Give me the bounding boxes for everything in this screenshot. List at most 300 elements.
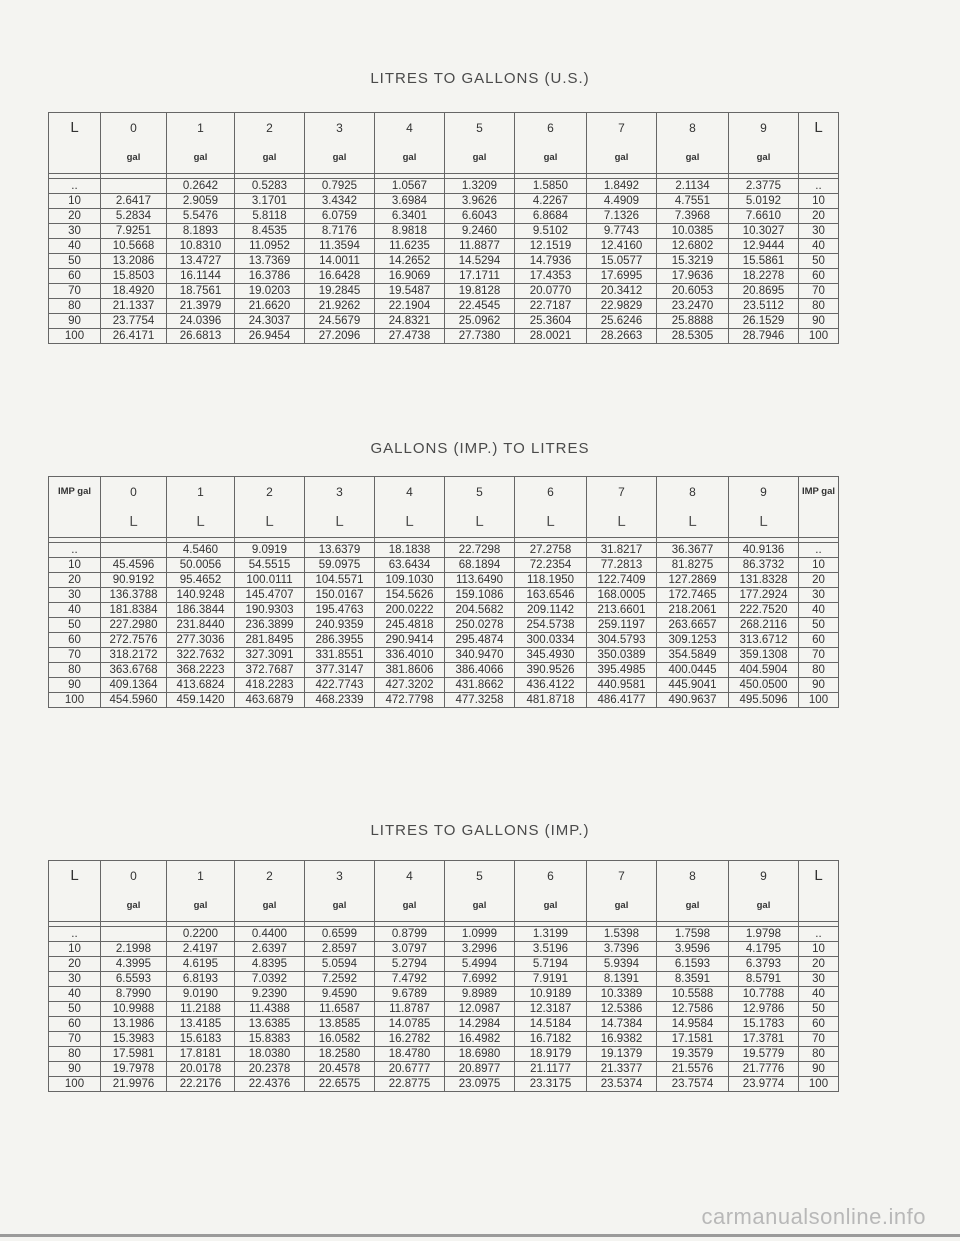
value-cell: 23.9774	[729, 1077, 799, 1092]
table-row	[49, 194, 839, 209]
value-cell: 195.4763	[305, 603, 375, 618]
unit-label: L	[657, 507, 729, 538]
value-cell: 304.5793	[587, 633, 657, 648]
value-cell: 23.7574	[657, 1077, 729, 1092]
value-cell: 345.4930	[515, 648, 587, 663]
unit-label: L	[235, 507, 305, 538]
value-cell: 4.8395	[235, 957, 305, 972]
value-cell: 3.4342	[305, 194, 375, 209]
value-cell: 1.8492	[587, 179, 657, 194]
column-header: 5	[445, 477, 515, 508]
row-label-right: 70	[799, 284, 839, 299]
value-cell: 15.3219	[657, 254, 729, 269]
row-label-right: 50	[799, 1002, 839, 1017]
row-label-right: 80	[799, 1047, 839, 1062]
row-label-left: 20	[49, 209, 101, 224]
row-label-right: 30	[799, 588, 839, 603]
value-cell: 213.6601	[587, 603, 657, 618]
value-cell: 14.7384	[587, 1017, 657, 1032]
row-label-right: 20	[799, 957, 839, 972]
value-cell: 19.7978	[101, 1062, 167, 1077]
table-row	[49, 1077, 839, 1092]
value-cell: 8.3591	[657, 972, 729, 987]
value-cell: 21.6620	[235, 299, 305, 314]
row-label-left: 100	[49, 329, 101, 344]
column-header-row	[49, 113, 839, 144]
table-title-gallons-imp-to-litres: GALLONS (IMP.) TO LITRES	[370, 440, 590, 457]
value-cell: 8.1893	[167, 224, 235, 239]
value-cell: 20.4578	[305, 1062, 375, 1077]
value-cell: 16.9069	[375, 269, 445, 284]
value-cell: 331.8551	[305, 648, 375, 663]
value-cell: 5.4994	[445, 957, 515, 972]
value-cell: 1.5398	[587, 927, 657, 942]
value-cell: 4.4909	[587, 194, 657, 209]
value-cell: 5.0192	[729, 194, 799, 209]
value-cell: 463.6879	[235, 693, 305, 708]
value-cell: 14.2652	[375, 254, 445, 269]
row-label-right: 10	[799, 942, 839, 957]
column-header: 1	[167, 113, 235, 144]
value-cell: 15.6183	[167, 1032, 235, 1047]
unit-label: gal	[101, 891, 167, 922]
value-cell: 86.3732	[729, 558, 799, 573]
row-label-right: 50	[799, 618, 839, 633]
value-cell: 2.9059	[167, 194, 235, 209]
value-cell: 26.9454	[235, 329, 305, 344]
value-cell: 336.4010	[375, 648, 445, 663]
value-cell: 18.4780	[375, 1047, 445, 1062]
value-cell: 9.5102	[515, 224, 587, 239]
conversion-table-gallons-imp-to-litres	[48, 476, 839, 708]
column-header: 3	[305, 861, 375, 892]
value-cell: 1.5850	[515, 179, 587, 194]
row-label-right: 90	[799, 678, 839, 693]
value-cell: 23.0975	[445, 1077, 515, 1092]
row-label-right: ..	[799, 543, 839, 558]
value-cell: 118.1950	[515, 573, 587, 588]
column-header-row	[49, 861, 839, 892]
value-cell: 240.9359	[305, 618, 375, 633]
value-cell: 27.7380	[445, 329, 515, 344]
row-label-left: 10	[49, 558, 101, 573]
row-label-right: 40	[799, 239, 839, 254]
unit-label: gal	[305, 143, 375, 174]
table-row	[49, 618, 839, 633]
column-header: 4	[375, 477, 445, 508]
value-cell: 27.2096	[305, 329, 375, 344]
row-label-left: 90	[49, 314, 101, 329]
value-cell: 0.6599	[305, 927, 375, 942]
value-cell: 3.1701	[235, 194, 305, 209]
value-cell: 59.0975	[305, 558, 375, 573]
table-row	[49, 942, 839, 957]
value-cell: 231.8440	[167, 618, 235, 633]
column-header: 6	[515, 861, 587, 892]
unit-label: gal	[515, 143, 587, 174]
value-cell: 10.3389	[587, 987, 657, 1002]
column-header: 2	[235, 113, 305, 144]
value-cell: 6.3793	[729, 957, 799, 972]
value-cell: 95.4652	[167, 573, 235, 588]
unit-label: L	[101, 507, 167, 538]
value-cell: 16.9382	[587, 1032, 657, 1047]
unit-label: gal	[587, 891, 657, 922]
column-header: 9	[729, 113, 799, 144]
value-cell: 15.5861	[729, 254, 799, 269]
value-cell: 5.7194	[515, 957, 587, 972]
table-row	[49, 1047, 839, 1062]
value-cell: 11.8787	[375, 1002, 445, 1017]
value-cell: 418.2283	[235, 678, 305, 693]
value-cell: 1.0567	[375, 179, 445, 194]
value-cell: 2.1998	[101, 942, 167, 957]
value-cell: 27.4738	[375, 329, 445, 344]
value-cell: 50.0056	[167, 558, 235, 573]
value-cell: 1.7598	[657, 927, 729, 942]
value-cell: 18.9179	[515, 1047, 587, 1062]
value-cell: 9.6789	[375, 987, 445, 1002]
value-cell: 20.0770	[515, 284, 587, 299]
table-row	[49, 314, 839, 329]
value-cell: 3.9596	[657, 942, 729, 957]
value-cell: 281.8495	[235, 633, 305, 648]
value-cell: 7.9251	[101, 224, 167, 239]
value-cell: 14.5294	[445, 254, 515, 269]
value-cell: 127.2869	[657, 573, 729, 588]
unit-label: gal	[235, 891, 305, 922]
value-cell: 7.1326	[587, 209, 657, 224]
unit-label: gal	[657, 143, 729, 174]
value-cell: 16.2782	[375, 1032, 445, 1047]
value-cell: 7.3968	[657, 209, 729, 224]
value-cell: 81.8275	[657, 558, 729, 573]
value-cell: 1.3209	[445, 179, 515, 194]
unit-label: gal	[729, 891, 799, 922]
value-cell: 12.3187	[515, 1002, 587, 1017]
row-label-right: 30	[799, 224, 839, 239]
value-cell: 181.8384	[101, 603, 167, 618]
value-cell: 9.4590	[305, 987, 375, 1002]
corner-label-right: L	[799, 113, 839, 144]
value-cell: 20.8695	[729, 284, 799, 299]
value-cell: 16.0582	[305, 1032, 375, 1047]
value-cell: 10.9189	[515, 987, 587, 1002]
value-cell: 19.5779	[729, 1047, 799, 1062]
value-cell: 15.8503	[101, 269, 167, 284]
value-cell: 25.6246	[587, 314, 657, 329]
value-cell: 5.0594	[305, 957, 375, 972]
value-cell: 250.0278	[445, 618, 515, 633]
value-cell	[101, 927, 167, 942]
unit-label: gal	[587, 143, 657, 174]
row-label-left: 20	[49, 573, 101, 588]
value-cell: 16.7182	[515, 1032, 587, 1047]
value-cell: 22.2176	[167, 1077, 235, 1092]
table-row	[49, 987, 839, 1002]
row-label-right: 80	[799, 663, 839, 678]
table-row	[49, 603, 839, 618]
corner-label-right: IMP gal	[799, 477, 839, 508]
unit-label: gal	[167, 143, 235, 174]
table-row	[49, 299, 839, 314]
column-header: 3	[305, 477, 375, 508]
value-cell: 395.4985	[587, 663, 657, 678]
column-header: 8	[657, 477, 729, 508]
row-label-right: ..	[799, 927, 839, 942]
value-cell: 150.0167	[305, 588, 375, 603]
value-cell: 19.5487	[375, 284, 445, 299]
row-label-left: 90	[49, 678, 101, 693]
value-cell: 17.1711	[445, 269, 515, 284]
row-label-right: 100	[799, 693, 839, 708]
value-cell: 12.7586	[657, 1002, 729, 1017]
column-header: 5	[445, 113, 515, 144]
unit-label: gal	[375, 891, 445, 922]
value-cell: 23.3175	[515, 1077, 587, 1092]
value-cell: 12.1519	[515, 239, 587, 254]
table-row	[49, 284, 839, 299]
row-label-left: 40	[49, 239, 101, 254]
table-row	[49, 648, 839, 663]
value-cell: 263.6657	[657, 618, 729, 633]
value-cell: 386.4066	[445, 663, 515, 678]
value-cell: 25.8888	[657, 314, 729, 329]
value-cell: 445.9041	[657, 678, 729, 693]
table-title-litres-to-gallons-imp: LITRES TO GALLONS (IMP.)	[370, 822, 590, 839]
value-cell: 14.9584	[657, 1017, 729, 1032]
row-label-right: 20	[799, 573, 839, 588]
value-cell: 24.8321	[375, 314, 445, 329]
value-cell: 422.7743	[305, 678, 375, 693]
value-cell: 454.5960	[101, 693, 167, 708]
row-label-right: 20	[799, 209, 839, 224]
value-cell: 468.2339	[305, 693, 375, 708]
unit-cell-empty	[799, 507, 839, 538]
value-cell: 368.2223	[167, 663, 235, 678]
unit-cell-empty	[49, 891, 101, 922]
row-label-right: 60	[799, 1017, 839, 1032]
value-cell: 16.1144	[167, 269, 235, 284]
column-header: 6	[515, 477, 587, 508]
value-cell: 236.3899	[235, 618, 305, 633]
value-cell: 13.7369	[235, 254, 305, 269]
value-cell: 10.9988	[101, 1002, 167, 1017]
value-cell: 2.6397	[235, 942, 305, 957]
value-cell: 21.5576	[657, 1062, 729, 1077]
value-cell: 7.0392	[235, 972, 305, 987]
value-cell: 481.8718	[515, 693, 587, 708]
value-cell: 7.6610	[729, 209, 799, 224]
conversion-table-litres-to-gallons-imp	[48, 860, 839, 1092]
value-cell: 7.6992	[445, 972, 515, 987]
value-cell: 31.8217	[587, 543, 657, 558]
value-cell: 16.6428	[305, 269, 375, 284]
value-cell: 400.0445	[657, 663, 729, 678]
value-cell: 286.3955	[305, 633, 375, 648]
value-cell: 413.6824	[167, 678, 235, 693]
value-cell: 8.5791	[729, 972, 799, 987]
row-label-left: 70	[49, 284, 101, 299]
unit-label: L	[587, 507, 657, 538]
value-cell: 313.6712	[729, 633, 799, 648]
value-cell: 20.6053	[657, 284, 729, 299]
value-cell: 295.4874	[445, 633, 515, 648]
value-cell: 7.9191	[515, 972, 587, 987]
value-cell: 404.5904	[729, 663, 799, 678]
value-cell: 5.8118	[235, 209, 305, 224]
value-cell: 8.7990	[101, 987, 167, 1002]
value-cell: 13.8585	[305, 1017, 375, 1032]
table-title-litres-to-gallons-us: LITRES TO GALLONS (U.S.)	[370, 70, 590, 87]
value-cell: 6.1593	[657, 957, 729, 972]
table-row	[49, 972, 839, 987]
row-label-left: 30	[49, 224, 101, 239]
value-cell: 1.9798	[729, 927, 799, 942]
value-cell: 20.2378	[235, 1062, 305, 1077]
value-cell: 20.8977	[445, 1062, 515, 1077]
value-cell: 22.4545	[445, 299, 515, 314]
value-cell	[101, 179, 167, 194]
value-cell: 23.2470	[657, 299, 729, 314]
value-cell: 7.2592	[305, 972, 375, 987]
unit-row	[49, 507, 839, 538]
value-cell: 18.2278	[729, 269, 799, 284]
value-cell: 6.5593	[101, 972, 167, 987]
value-cell: 4.3995	[101, 957, 167, 972]
unit-cell-empty	[799, 891, 839, 922]
value-cell: 4.7551	[657, 194, 729, 209]
value-cell: 113.6490	[445, 573, 515, 588]
unit-label: gal	[445, 891, 515, 922]
row-label-left: 60	[49, 633, 101, 648]
value-cell: 4.6195	[167, 957, 235, 972]
column-header: 2	[235, 477, 305, 508]
value-cell: 318.2172	[101, 648, 167, 663]
value-cell: 10.7788	[729, 987, 799, 1002]
value-cell: 28.2663	[587, 329, 657, 344]
value-cell: 204.5682	[445, 603, 515, 618]
value-cell: 4.5460	[167, 543, 235, 558]
value-cell: 3.0797	[375, 942, 445, 957]
value-cell: 16.4982	[445, 1032, 515, 1047]
value-cell: 0.2642	[167, 179, 235, 194]
value-cell: 20.3412	[587, 284, 657, 299]
value-cell: 10.8310	[167, 239, 235, 254]
value-cell: 22.8775	[375, 1077, 445, 1092]
value-cell: 154.5626	[375, 588, 445, 603]
value-cell: 10.3027	[729, 224, 799, 239]
row-label-right: 10	[799, 558, 839, 573]
value-cell: 24.3037	[235, 314, 305, 329]
value-cell: 22.9829	[587, 299, 657, 314]
value-cell: 21.1177	[515, 1062, 587, 1077]
row-label-left: 80	[49, 299, 101, 314]
value-cell: 18.6980	[445, 1047, 515, 1062]
value-cell: 2.1134	[657, 179, 729, 194]
value-cell: 5.5476	[167, 209, 235, 224]
value-cell: 268.2116	[729, 618, 799, 633]
value-cell: 427.3202	[375, 678, 445, 693]
corner-label-right: L	[799, 861, 839, 892]
column-header: 4	[375, 113, 445, 144]
value-cell: 2.3775	[729, 179, 799, 194]
value-cell: 9.7743	[587, 224, 657, 239]
value-cell: 12.9786	[729, 1002, 799, 1017]
value-cell: 22.4376	[235, 1077, 305, 1092]
value-cell: 140.9248	[167, 588, 235, 603]
table-row	[49, 633, 839, 648]
value-cell: 172.7465	[657, 588, 729, 603]
value-cell: 21.3979	[167, 299, 235, 314]
value-cell: 68.1894	[445, 558, 515, 573]
table-row	[49, 1002, 839, 1017]
column-header: 7	[587, 477, 657, 508]
value-cell: 8.9818	[375, 224, 445, 239]
value-cell: 100.0111	[235, 573, 305, 588]
row-label-left: 100	[49, 1077, 101, 1092]
value-cell: 14.0011	[305, 254, 375, 269]
row-label-left: 30	[49, 972, 101, 987]
unit-row	[49, 143, 839, 174]
table-row	[49, 329, 839, 344]
value-cell: 54.5515	[235, 558, 305, 573]
row-label-left: 50	[49, 1002, 101, 1017]
table-row	[49, 239, 839, 254]
value-cell: 377.3147	[305, 663, 375, 678]
value-cell: 17.5981	[101, 1047, 167, 1062]
value-cell: 63.6434	[375, 558, 445, 573]
value-cell: 18.1838	[375, 543, 445, 558]
value-cell: 6.0759	[305, 209, 375, 224]
value-cell: 11.2188	[167, 1002, 235, 1017]
value-cell: 131.8328	[729, 573, 799, 588]
row-label-left: 50	[49, 254, 101, 269]
unit-row	[49, 891, 839, 922]
column-header: 8	[657, 861, 729, 892]
table-row	[49, 543, 839, 558]
column-header-row	[49, 477, 839, 508]
value-cell: 20.0178	[167, 1062, 235, 1077]
value-cell: 354.5849	[657, 648, 729, 663]
value-cell: 12.4160	[587, 239, 657, 254]
column-header: 1	[167, 861, 235, 892]
table-row	[49, 957, 839, 972]
value-cell: 19.8128	[445, 284, 515, 299]
row-label-left: 80	[49, 663, 101, 678]
value-cell: 77.2813	[587, 558, 657, 573]
value-cell: 2.4197	[167, 942, 235, 957]
value-cell: 14.2984	[445, 1017, 515, 1032]
value-cell: 495.5096	[729, 693, 799, 708]
column-header: 3	[305, 113, 375, 144]
unit-label: gal	[657, 891, 729, 922]
value-cell: 13.2086	[101, 254, 167, 269]
value-cell: 22.7298	[445, 543, 515, 558]
value-cell: 11.3594	[305, 239, 375, 254]
value-cell: 12.0987	[445, 1002, 515, 1017]
row-label-left: 60	[49, 269, 101, 284]
row-label-left: 70	[49, 1032, 101, 1047]
value-cell: 11.4388	[235, 1002, 305, 1017]
page-bottom-rule	[0, 1234, 960, 1237]
value-cell: 21.1337	[101, 299, 167, 314]
value-cell: 19.0203	[235, 284, 305, 299]
row-label-left: 70	[49, 648, 101, 663]
value-cell: 13.6385	[235, 1017, 305, 1032]
value-cell: 145.4707	[235, 588, 305, 603]
value-cell: 16.3786	[235, 269, 305, 284]
